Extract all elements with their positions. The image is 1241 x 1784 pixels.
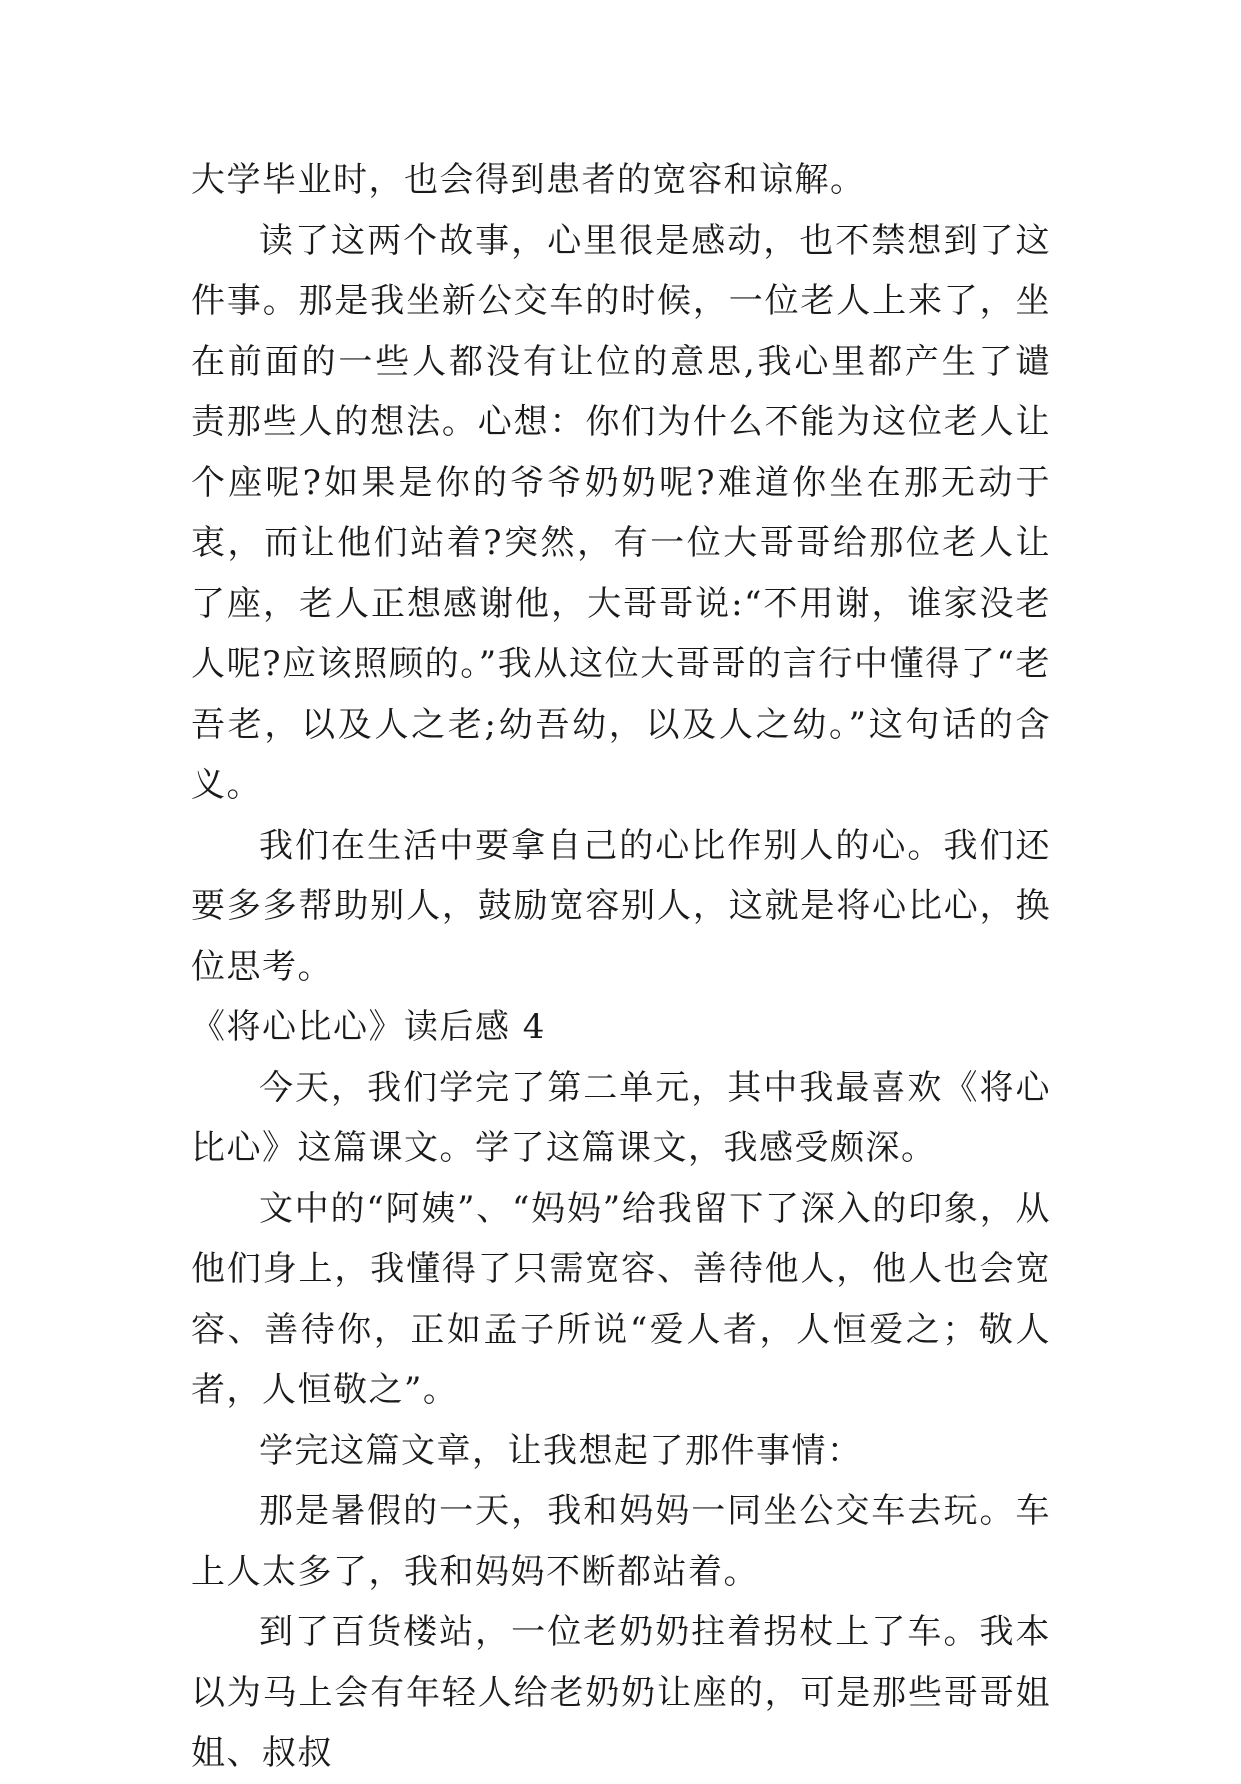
paragraph-impression: 文中的“阿姨”、“妈妈”给我留下了深入的印象，从他们身上，我懂得了只需宽容、善待他人，他人也会宽容、善待你，正如孟子所说“爱人者，人恒爱之；敬人者，人恒敬之”。 xyxy=(191,1188,1051,1410)
paragraph-department-stop: 到了百货楼站，一位老奶奶拄着拐杖上了车。我本以为马上会有年轻人给老奶奶让座的，可是那些哥哥姐姐、叔叔 xyxy=(191,1612,1051,1773)
paragraph-recall: 学完这篇文章，让我想起了那件事情： xyxy=(259,1430,863,1471)
document-body xyxy=(191,150,1051,1784)
paragraph-summer-day: 那是暑假的一天，我和妈妈一同坐公交车去玩。车上人太多了，我和妈妈不断都站着。 xyxy=(191,1491,1051,1592)
paragraph-lesson: 今天，我们学完了第二单元，其中我最喜欢《将心比心》这篇课文。学了这篇课文，我感受颇深。 xyxy=(191,1067,1051,1168)
paragraph-continuation: 大学毕业时，也会得到患者的宽容和谅解。 xyxy=(191,160,866,200)
paragraph-reflection: 我们在生活中要拿自己的心比作别人的心。我们还要多多帮助别人，鼓励宽容别人，这就是将心比心，换位思考。 xyxy=(191,825,1051,987)
paragraph-bus-story: 读了这两个故事，心里很是感动，也不禁想到了这件事。那是我坐新公交车的时候，一位老人上来了，坐在前面的一些人都没有让位的意思,我心里都产生了谴责那些人的想法。心想：你们为什么不能为这位老人让个座呢?如果是你的爷爷奶奶呢?难道你坐在那无动于衷，而让他们站着?突然，有一位大哥哥给那位老人让了座，老人正想感谢他，大哥哥说:“不用谢，谁家没老人呢?应该照顾的。”我从这位大哥哥的言行中懂得了“老吾老，以及人之老;幼吾幼，以及人之幼。”这句话的含义。 xyxy=(191,220,1051,805)
section-heading: 《将心比心》读后感 4 xyxy=(191,1007,546,1047)
